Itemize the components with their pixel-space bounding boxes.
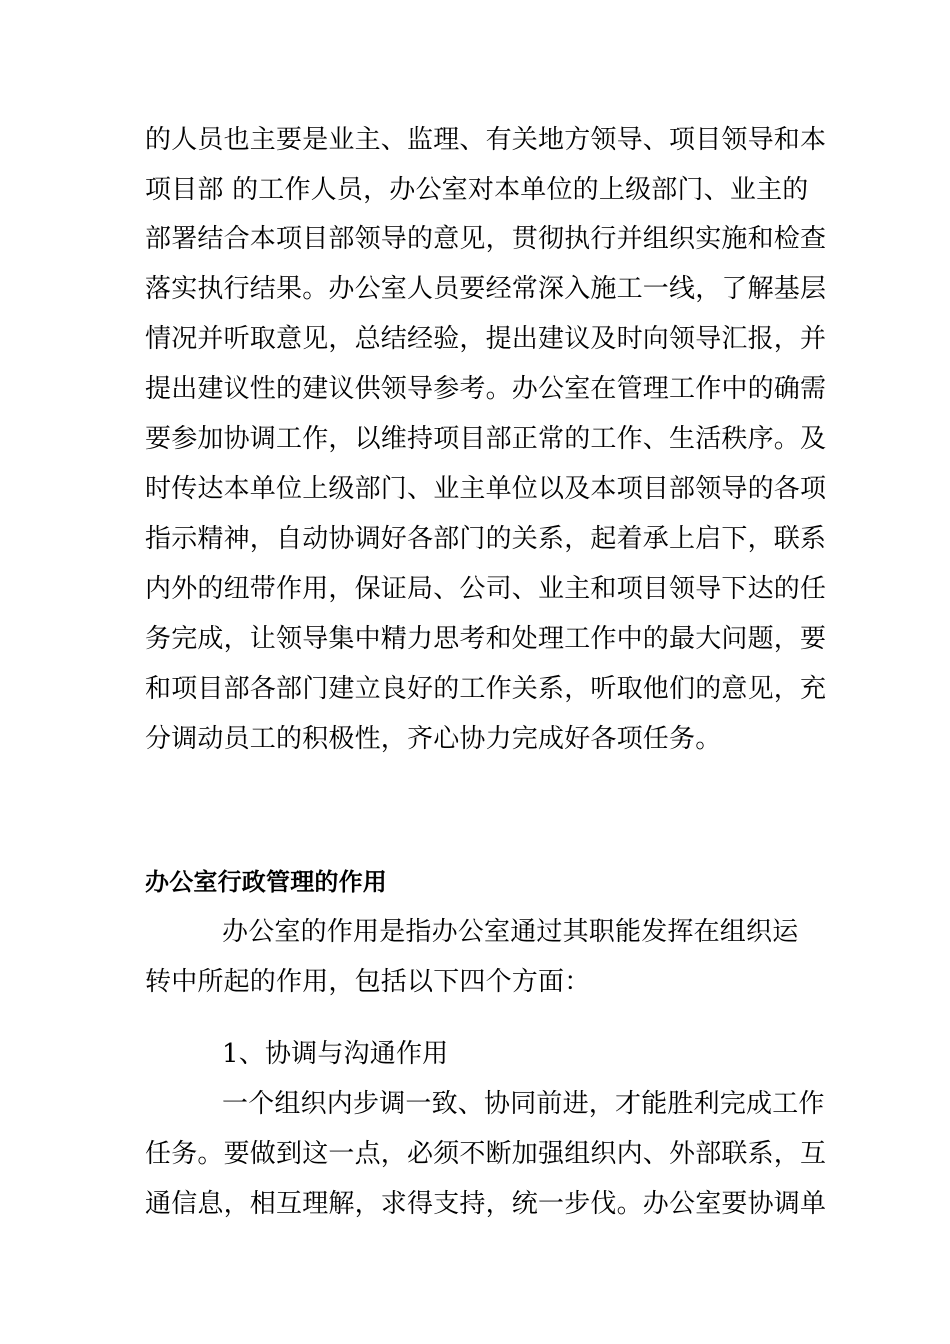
paragraph-line: 要参加协调工作，以维持项目部正常的工作、生活秩序。及 <box>145 424 827 454</box>
item-title: 1、协调与沟通作用 <box>222 1039 449 1069</box>
paragraph-line: 内外的纽带作用，保证局、公司、业主和项目领导下达的任 <box>145 574 827 604</box>
paragraph-line: 项目部 的工作人员，办公室对本单位的上级部门、业主的 <box>145 175 809 205</box>
intro-line: 转中所起的作用，包括以下四个方面： <box>145 967 591 997</box>
item-body-line: 一个组织内步调一致、协同前进，才能胜利完成工作 <box>222 1089 825 1119</box>
intro-line: 办公室的作用是指办公室通过其职能发挥在组织运 <box>222 917 799 947</box>
paragraph-line: 分调动员工的积极性，齐心协力完成好各项任务。 <box>145 724 722 754</box>
paragraph-line: 和项目部各部门建立良好的工作关系，听取他们的意见，充 <box>145 674 827 704</box>
section-heading: 办公室行政管理的作用 <box>145 867 387 896</box>
paragraph-line: 落实执行结果。办公室人员要经常深入施工一线，了解基层 <box>145 274 827 304</box>
paragraph-line: 的人员也主要是业主、监理、有关地方领导、项目领导和本 <box>145 125 827 155</box>
paragraph-line: 提出建议性的建议供领导参考。办公室在管理工作中的确需 <box>145 374 827 404</box>
paragraph-line: 时传达本单位上级部门、业主单位以及本项目部领导的各项 <box>145 474 827 504</box>
paragraph-line: 情况并听取意见，总结经验，提出建议及时向领导汇报，并 <box>145 324 827 354</box>
item-body-line: 任务。要做到这一点，必须不断加强组织内、外部联系，互 <box>145 1139 827 1169</box>
paragraph-line: 指示精神，自动协调好各部门的关系，起着承上启下，联系 <box>145 524 827 554</box>
item-body-line: 通信息，相互理解，求得支持，统一步伐。办公室要协调单 <box>145 1189 827 1219</box>
paragraph-line: 务完成，让领导集中精力思考和处理工作中的最大问题，要 <box>145 624 827 654</box>
paragraph-line: 部署结合本项目部领导的意见，贯彻执行并组织实施和检查 <box>145 224 827 254</box>
